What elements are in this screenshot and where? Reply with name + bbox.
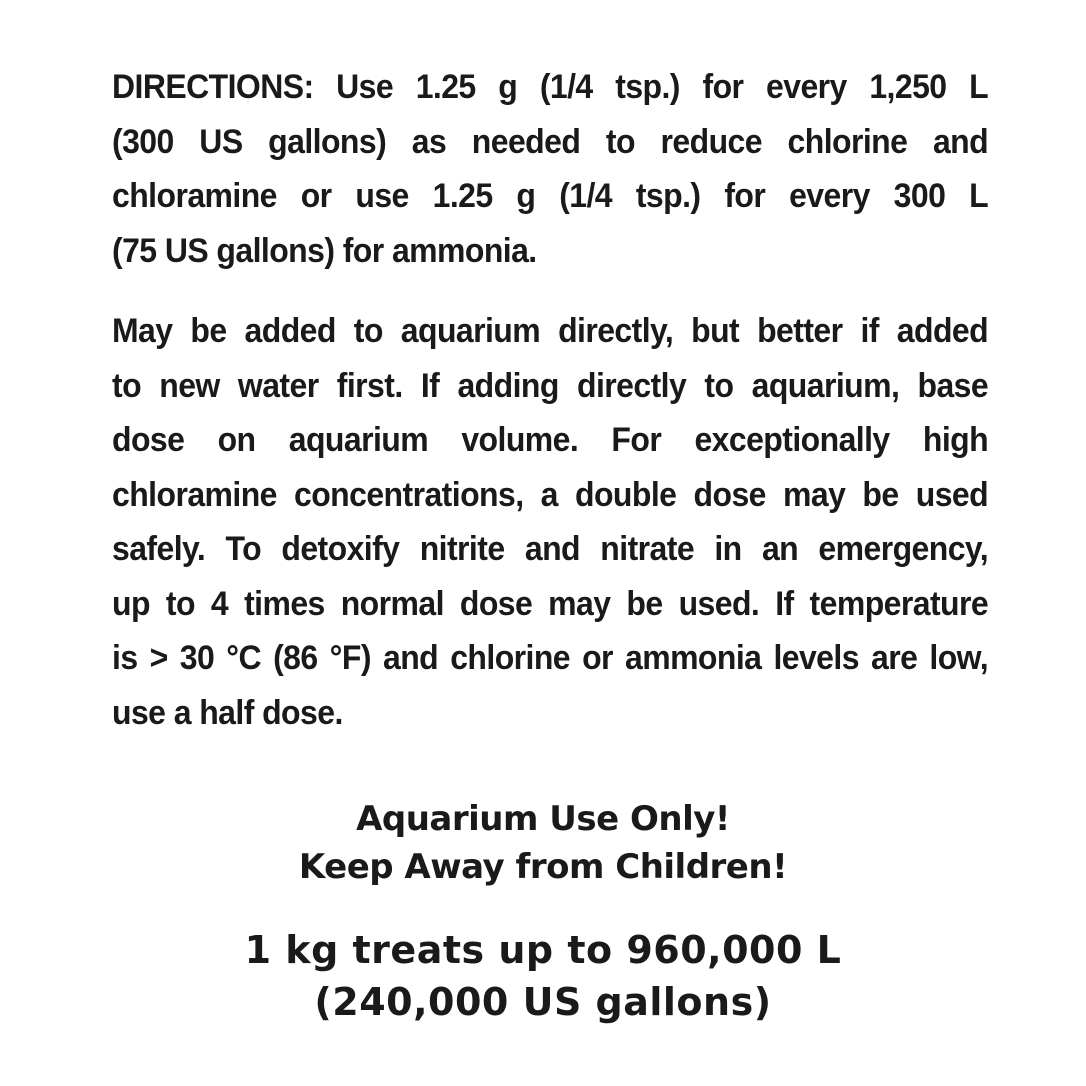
usage-line: safely. To detoxify nitrite and nitrate in an emergency, — [112, 530, 989, 568]
usage-line: May be added to aquarium directly, but better if added — [112, 312, 989, 350]
usage-line: dose on aquarium volume. For exceptionally high — [112, 421, 989, 459]
usage-line: to new water first. If adding directly to aquarium, base — [112, 366, 989, 405]
usage-paragraph — [112, 304, 988, 740]
warning-notice — [0, 795, 1086, 891]
keep-away-children-text: Keep Away from Children! — [298, 847, 788, 887]
directions-line: (300 US gallons) as needed to reduce chlorine and — [112, 122, 989, 161]
capacity-statement — [0, 924, 1086, 1028]
usage-line: use a half dose. — [112, 693, 343, 732]
usage-line: chloramine concentrations, a double dose may be used — [112, 475, 989, 514]
directions-line: chloramine or use 1.25 g (1/4 tsp.) for every 300 L — [112, 177, 989, 215]
capacity-metric-text: 1 kg treats up to 960,000 L — [244, 928, 842, 972]
directions-paragraph — [112, 60, 988, 278]
capacity-us-text: (240,000 US gallons) — [314, 980, 772, 1024]
directions-line: (75 US gallons) for ammonia. — [112, 231, 537, 270]
directions-line: DIRECTIONS: Use 1.25 g (1/4 tsp.) for every 1,250 L — [112, 68, 989, 106]
usage-line: up to 4 times normal dose may be used. If temperature — [112, 584, 989, 623]
usage-line: is > 30 °C (86 °F) and chlorine or ammonia levels are low, — [112, 639, 989, 677]
aquarium-use-only-text: Aquarium Use Only! — [356, 799, 730, 839]
